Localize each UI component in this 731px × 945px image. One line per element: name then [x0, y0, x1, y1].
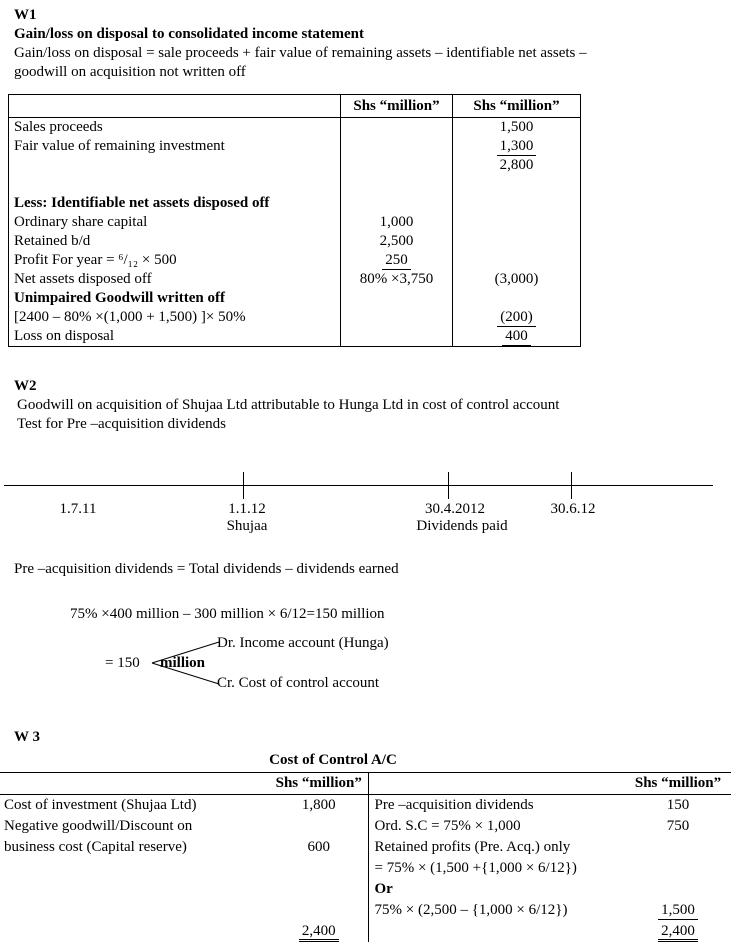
- debit-desc: business cost (Capital reserve): [4, 839, 187, 855]
- timeline-tick: [571, 472, 572, 499]
- timeline-tick: [448, 472, 449, 499]
- branch-credit-entry: Cr. Cost of control account: [217, 675, 380, 691]
- right-amount-header: Shs “million”: [625, 773, 731, 795]
- timeline-tick: [243, 472, 244, 499]
- credit-desc: Retained profits (Pre. Acq.) only: [374, 839, 571, 855]
- amount-cell: (200): [453, 308, 581, 327]
- w3-account-title: Cost of Control A/C: [269, 752, 397, 768]
- amount-cell: (3,000): [453, 270, 581, 289]
- left-amount-header: Shs “million”: [270, 773, 368, 795]
- header-empty-cell: [9, 95, 341, 118]
- desc-cell: Retained b/d: [14, 233, 91, 249]
- w1-table-header: [9, 95, 581, 118]
- ledger-row: [0, 837, 731, 858]
- ledger-row: [0, 921, 731, 942]
- amount-cell: 400: [453, 327, 581, 347]
- table-row: [9, 270, 581, 289]
- amount-cell: [341, 118, 453, 138]
- credit-amount: [625, 837, 731, 858]
- credit-desc: = 75% × (1,500 +{1,000 × 6/12}): [374, 860, 577, 876]
- debit-amount: [270, 816, 368, 837]
- w1-heading: Gain/loss on disposal to consolidated income statement: [14, 26, 365, 42]
- debit-desc: [0, 879, 270, 900]
- debit-desc: Negative goodwill/Discount on: [4, 818, 193, 834]
- table-row: [9, 137, 581, 156]
- ledger-row: [0, 816, 731, 837]
- w2-line1: Goodwill on acquisition of Shujaa Ltd attributable to Hunga Ltd in cost of control account: [17, 397, 560, 413]
- amount-cell: [453, 251, 581, 270]
- timeline-date: 1.7.11: [59, 501, 97, 517]
- amount-cell: [341, 156, 453, 175]
- credit-amount: 1,500: [625, 900, 731, 921]
- desc-cell: [9, 175, 341, 194]
- amount-cell: [341, 137, 453, 156]
- ledger-row: [0, 900, 731, 921]
- amount-cell: 80% ×3,750: [341, 270, 453, 289]
- amount-cell: [341, 327, 453, 347]
- amount-cell: [341, 175, 453, 194]
- branch-diagram: [105, 634, 505, 692]
- amount-cell: [453, 175, 581, 194]
- debit-amount: [270, 879, 368, 900]
- debit-amount: [270, 900, 368, 921]
- credit-desc: [368, 921, 625, 942]
- w1-description-line1: Gain/loss on disposal = sale proceeds + fair value of remaining assets – identifiable net assets –: [14, 45, 587, 61]
- desc-cell: Less: Identifiable net assets disposed off: [14, 195, 270, 211]
- w2-formula-definition: Pre –acquisition dividends = Total dividends – dividends earned: [14, 561, 399, 577]
- branch-value: = 150: [105, 655, 140, 671]
- desc-cell: Net assets disposed off: [14, 271, 152, 287]
- credit-amount: 2,400: [625, 921, 731, 942]
- amount-cell: [453, 289, 581, 308]
- branch-unit: million: [160, 655, 206, 671]
- desc-cell: [9, 156, 341, 175]
- credit-desc: Ord. S.C = 75% × 1,000: [374, 818, 521, 834]
- branch-debit-entry: Dr. Income account (Hunga): [217, 635, 389, 651]
- amount-cell: 1,000: [341, 213, 453, 232]
- amount-cell: 2,500: [341, 232, 453, 251]
- timeline-sublabel: Dividends paid: [416, 518, 508, 534]
- w1-table: [8, 94, 581, 347]
- ledger-row: [0, 795, 731, 817]
- ledger-row: [0, 858, 731, 879]
- w1-description-line2: goodwill on acquisition not written off: [14, 64, 246, 80]
- timeline: [0, 468, 731, 540]
- table-row: [9, 213, 581, 232]
- amount-cell: 1,300: [453, 137, 581, 156]
- table-row: [9, 118, 581, 138]
- table-row: [9, 156, 581, 175]
- w2-formula-calculation: 75% ×400 million – 300 million × 6/12=150 million: [70, 606, 385, 622]
- debit-desc: Cost of investment (Shujaa Ltd): [4, 797, 197, 813]
- table-row: [9, 289, 581, 308]
- desc-cell: [2400 – 80% ×(1,000 + 1,500) ]× 50%: [14, 309, 246, 325]
- timeline-axis: [4, 485, 713, 486]
- w2-label: W2: [14, 378, 37, 394]
- w1-label: W1: [14, 7, 37, 23]
- amount-cell: 2,800: [453, 156, 581, 175]
- table-row: [9, 308, 581, 327]
- table-row: [9, 194, 581, 213]
- credit-desc: Or: [374, 881, 393, 897]
- ledger-row: [0, 879, 731, 900]
- amount-cell: [453, 194, 581, 213]
- amount-cell: [341, 194, 453, 213]
- desc-cell: Unimpaired Goodwill written off: [14, 290, 225, 306]
- desc-cell: Ordinary share capital: [14, 214, 148, 230]
- header-empty-cell: [368, 773, 625, 795]
- timeline-date: 30.4.2012: [425, 501, 485, 517]
- amount-cell: [341, 289, 453, 308]
- debit-amount: [270, 858, 368, 879]
- debit-amount: 1,800: [270, 795, 368, 817]
- amount-cell: 1,500: [453, 118, 581, 138]
- credit-amount: 750: [666, 818, 690, 834]
- credit-desc: Pre –acquisition dividends: [374, 797, 534, 813]
- table-row: [9, 232, 581, 251]
- column-a-header: Shs “million”: [341, 95, 453, 118]
- w2-line2: Test for Pre –acquisition dividends: [17, 416, 226, 432]
- credit-amount: [625, 858, 731, 879]
- amount-cell: [341, 308, 453, 327]
- debit-desc: [0, 858, 270, 879]
- table-row: [9, 327, 581, 347]
- w3-label: W 3: [14, 729, 40, 745]
- column-b-header: Shs “million”: [453, 95, 581, 118]
- desc-cell: Sales proceeds: [14, 119, 103, 135]
- desc-cell: Fair value of remaining investment: [14, 138, 225, 154]
- amount-cell: 250: [341, 251, 453, 270]
- amount-cell: [453, 213, 581, 232]
- debit-amount: 2,400: [270, 921, 368, 942]
- debit-desc: [0, 900, 270, 921]
- desc-cell: Loss on disposal: [14, 328, 115, 344]
- w3-table-header: [0, 773, 731, 795]
- timeline-date: 1.1.12: [228, 501, 266, 517]
- credit-amount: 150: [666, 797, 690, 813]
- credit-desc: 75% × (2,500 – {1,000 × 6/12}): [374, 902, 568, 918]
- timeline-date: 30.6.12: [550, 501, 596, 517]
- table-row: [9, 175, 581, 194]
- credit-amount: [625, 879, 731, 900]
- debit-desc: [0, 921, 270, 942]
- debit-amount: 600: [270, 837, 368, 858]
- table-row: [9, 251, 581, 270]
- amount-cell: [453, 232, 581, 251]
- timeline-sublabel: Shujaa: [226, 518, 268, 534]
- w3-cost-of-control-table: [0, 772, 731, 942]
- desc-cell: Profit For year = ⁶/₁₂ × 500: [14, 252, 177, 268]
- header-empty-cell: [0, 773, 270, 795]
